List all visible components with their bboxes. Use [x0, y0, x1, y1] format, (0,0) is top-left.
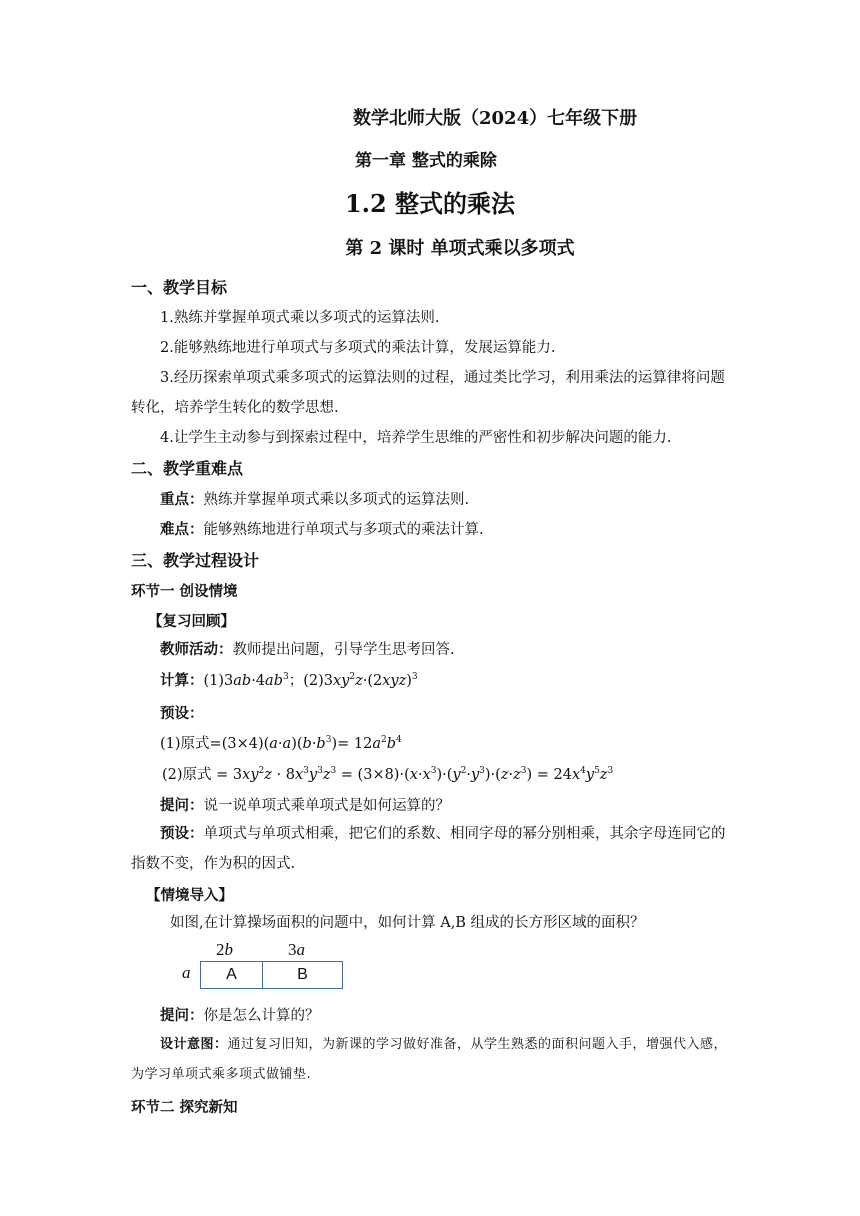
section-process-heading: 三、教学过程设计: [131, 551, 260, 570]
link-2-heading: 环节二 探究新知: [131, 1099, 238, 1116]
review-heading: 【复习回顾】: [148, 613, 235, 630]
scene-heading: 【情境导入】: [146, 887, 233, 904]
figure-label-2b: 2b: [216, 940, 233, 959]
answer-2-prefix: (2)原式: [162, 767, 212, 783]
design-intent-text: 通过复习旧知，为新课的学习做好准备，从学生熟悉的面积问题入手，增强代入感，为学习单项式乘多项式做铺垫.: [131, 1037, 728, 1082]
difficult-point: [131, 515, 731, 545]
key-point-text: 熟练并掌握单项式乘以多项式的运算法则.: [203, 492, 470, 508]
calc-label: 计算：: [160, 672, 204, 689]
chapter-title: 第一章 整式的乘除: [355, 151, 497, 171]
goal-4: 4.让学生主动参与到探索过程中，培养学生思维的严密性和初步解决问题的能力.: [160, 430, 672, 446]
difficult-point-text: 能够熟练地进行单项式与多项式的乘法计算.: [203, 522, 484, 538]
answer-1-prefix: (1)原式=(3×4)(: [160, 736, 270, 752]
calc-line: 计算：$(1)3ab\cdot 4ab^3$；$(2)3xy^2z\cdot(2xyz)^3$: [160, 672, 418, 689]
question-1: [131, 791, 731, 821]
figure-label-a: a: [182, 963, 191, 982]
figure-box-a: A: [200, 961, 263, 989]
teacher-activity: [131, 635, 731, 665]
preset-2: [131, 819, 731, 879]
goal-3: 3.经历探索单项式乘多项式的运算法则的过程，通过类比学习，利用乘法的运算律将问题转化，培养学生转化的数学思想.: [131, 370, 725, 416]
scene-text: 如图,在计算操场面积的问题中，如何计算 A,B 组成的长方形区域的面积？: [170, 915, 645, 931]
key-point: [131, 485, 731, 515]
key-point-label: 重点：: [160, 491, 204, 508]
design-intent: [131, 1030, 731, 1090]
rectangle-figure: [180, 940, 350, 996]
teacher-activity-label: 教师活动：: [160, 641, 233, 658]
difficult-point-label: 难点：: [160, 521, 204, 538]
teacher-activity-text: 教师提出问题，引导学生思考回答.: [232, 642, 455, 658]
preset-label-line: [131, 699, 731, 729]
question-1-label: 提问：: [160, 797, 204, 814]
preset-2-text: 单项式与单项式相乘，把它们的系数、相同字母的幂分别相乘，其余字母连同它的指数不变，作为积的因式.: [131, 826, 726, 872]
question-1-text: 说一说单项式乘单项式是如何运算的？: [203, 798, 450, 814]
goal-1: 1.熟练并掌握单项式乘以多项式的运算法则.: [160, 310, 440, 326]
book-title: 数学北师大版（2024）七年级下册: [353, 108, 638, 129]
preset-label: 预设：: [160, 705, 204, 722]
section-goals-heading: 一、教学目标: [131, 278, 228, 297]
question-2-text: 你是怎么计算的？: [203, 1008, 320, 1024]
lesson-title: 第 2 课时 单项式乘以多项式: [345, 238, 575, 259]
question-2: [131, 1001, 731, 1031]
section-title: 1.2 整式的乘法: [344, 189, 516, 218]
figure-label-3a: 3a: [288, 940, 305, 959]
question-2-label: 提问：: [160, 1007, 204, 1024]
preset-2-label: 预设：: [160, 825, 204, 842]
design-intent-label: 设计意图：: [160, 1037, 228, 1052]
answer-2: (2)原式 = $3xy^2z \cdot 8x^3y^3z^3 = (3\times 8)\cdot(x\cdot x^3)\cdot(y^2\cdot y^3)\cdot(z\cdot z^3) = 24x^4y^5z^3$: [162, 766, 614, 783]
link-1-heading: 环节一 创设情境: [131, 583, 238, 600]
section-key-points-heading: 二、教学重难点: [131, 459, 244, 478]
figure-box-b: B: [262, 961, 343, 989]
goal-2: 2.能够熟练地进行单项式与多项式的乘法计算，发展运算能力.: [160, 340, 556, 356]
answer-1: (1)原式$=(3\times 4)(a\cdot a)(b\cdot b^3)= 12a^2b^4$: [160, 735, 402, 752]
